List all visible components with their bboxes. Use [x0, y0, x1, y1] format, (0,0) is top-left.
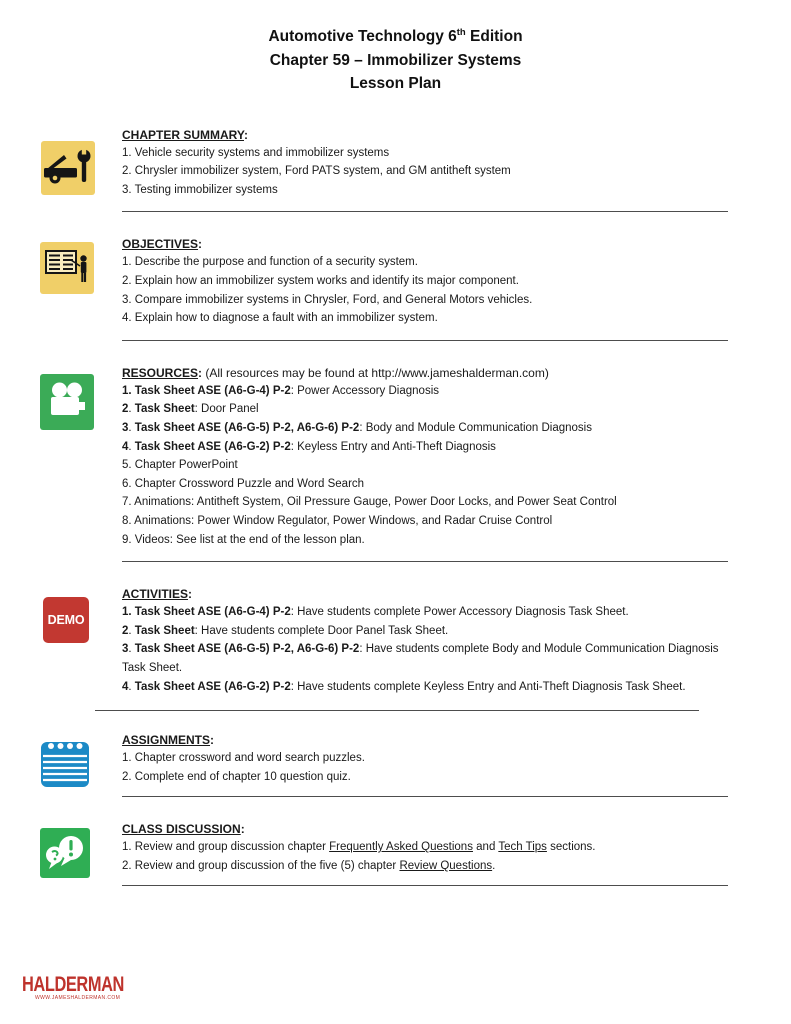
text-column [122, 362, 791, 549]
list-item: 3. Task Sheet ASE (A6-G-5) P-2, A6-G-6) P-2: Have students complete Body and Module Communication Diagnosis Task Sheet. [122, 643, 719, 674]
list-item: 1. Vehicle security systems and immobilizer systems [122, 146, 390, 159]
text-column [122, 233, 791, 327]
list-item: 6. Chapter Crossword Puzzle and Word Search [122, 477, 365, 490]
section-resources [0, 362, 791, 549]
title-line-1: Automotive Technology 6th Edition [268, 27, 523, 46]
text-column [122, 583, 791, 696]
section-divider [122, 796, 728, 797]
section-divider [122, 561, 728, 562]
list-item: 2. Complete end of chapter 10 question quiz. [122, 770, 351, 783]
list-item: 4. Task Sheet ASE (A6-G-2) P-2: Have students complete Keyless Entry and Anti-Theft Diagnosis Task Sheet. [122, 680, 686, 693]
icon-column [0, 233, 122, 327]
section-heading: CLASS DISCUSSION: [122, 822, 245, 837]
list-item: 8. Animations: Power Window Regulator, Power Windows, and Radar Cruise Control [122, 514, 553, 527]
presentation-icon [40, 242, 94, 294]
section-divider [122, 211, 728, 212]
discussion-icon [40, 828, 90, 878]
text-column [122, 124, 791, 200]
section-heading: CHAPTER SUMMARY: [122, 127, 248, 142]
section-heading: ASSIGNMENTS: [122, 733, 215, 748]
title-line-3: Lesson Plan [349, 75, 442, 93]
logo-tagline: WWW.JAMESHALDERMAN.COM [35, 995, 121, 1001]
icon-column [0, 729, 122, 789]
section-objectives [0, 233, 791, 327]
video-camera-icon [40, 374, 94, 430]
icon-column [0, 818, 122, 878]
icon-column [0, 583, 122, 696]
halderman-logo [22, 974, 146, 1001]
section-divider [95, 710, 699, 711]
list-item: 1. Task Sheet ASE (A6-G-4) P-2: Have students complete Power Accessory Diagnosis Task Sheet. [122, 606, 629, 619]
section-divider [122, 340, 728, 341]
list-item: 1. Chapter crossword and word search puzzles. [122, 752, 365, 765]
document-title [0, 0, 791, 96]
list-item: 1. Review and group discussion chapter Frequently Asked Questions and Tech Tips sections. [122, 841, 596, 854]
list-item: 2. Review and group discussion of the five (5) chapter Review Questions. [122, 859, 496, 872]
title-superscript: th [456, 27, 466, 38]
text-column [122, 729, 791, 789]
title-line-2: Chapter 59 – Immobilizer Systems [269, 51, 522, 69]
text-column [122, 818, 791, 878]
list-item: 4. Task Sheet ASE (A6-G-2) P-2: Keyless Entry and Anti-Theft Diagnosis [122, 440, 496, 453]
section-assignments [0, 729, 791, 789]
logo-text: HALDERMAN [22, 972, 125, 997]
notepad-icon [40, 737, 92, 789]
list-item: 3. Task Sheet ASE (A6-G-5) P-2, A6-G-6) P-2: Body and Module Communication Diagnosis [122, 422, 592, 434]
list-item: 7. Animations: Antitheft System, Oil Pressure Gauge, Power Door Locks, and Power Seat Control [122, 496, 617, 509]
section-chapter-summary [0, 124, 791, 200]
list-item: 9. Videos: See list at the end of the lesson plan. [122, 533, 365, 546]
section-heading: OBJECTIVES: [122, 237, 203, 252]
list-item: 5. Chapter PowerPoint [122, 459, 238, 472]
list-item: 2. Task Sheet: Door Panel [122, 403, 259, 416]
section-class-discussion [0, 818, 791, 878]
section-heading: RESOURCES: (All resources may be found at http://www.jameshalderman.com) [122, 365, 549, 380]
section-activities [0, 583, 791, 696]
list-item: 3. Compare immobilizer systems in Chrysler, Ford, and General Motors vehicles. [122, 293, 533, 306]
car-repair-icon [40, 141, 96, 195]
list-item: 3. Testing immobilizer systems [122, 183, 278, 196]
icon-column [0, 362, 122, 549]
list-item: 4. Explain how to diagnose a fault with an immobilizer system. [122, 312, 438, 325]
section-divider [122, 885, 728, 886]
list-item: 2. Explain how an immobilizer system works and identify its major component. [122, 275, 519, 288]
section-heading: ACTIVITIES: [122, 587, 193, 602]
list-item: 2. Task Sheet: Have students complete Door Panel Task Sheet. [122, 624, 449, 637]
icon-column [0, 124, 122, 200]
list-item: 2. Chrysler immobilizer system, Ford PATS system, and GM antitheft system [122, 165, 511, 178]
list-item: 1. Task Sheet ASE (A6-G-4) P-2: Power Accessory Diagnosis [122, 384, 440, 397]
demo-icon: DEMO [43, 597, 89, 643]
list-item: 1. Describe the purpose and function of a security system. [122, 256, 418, 269]
